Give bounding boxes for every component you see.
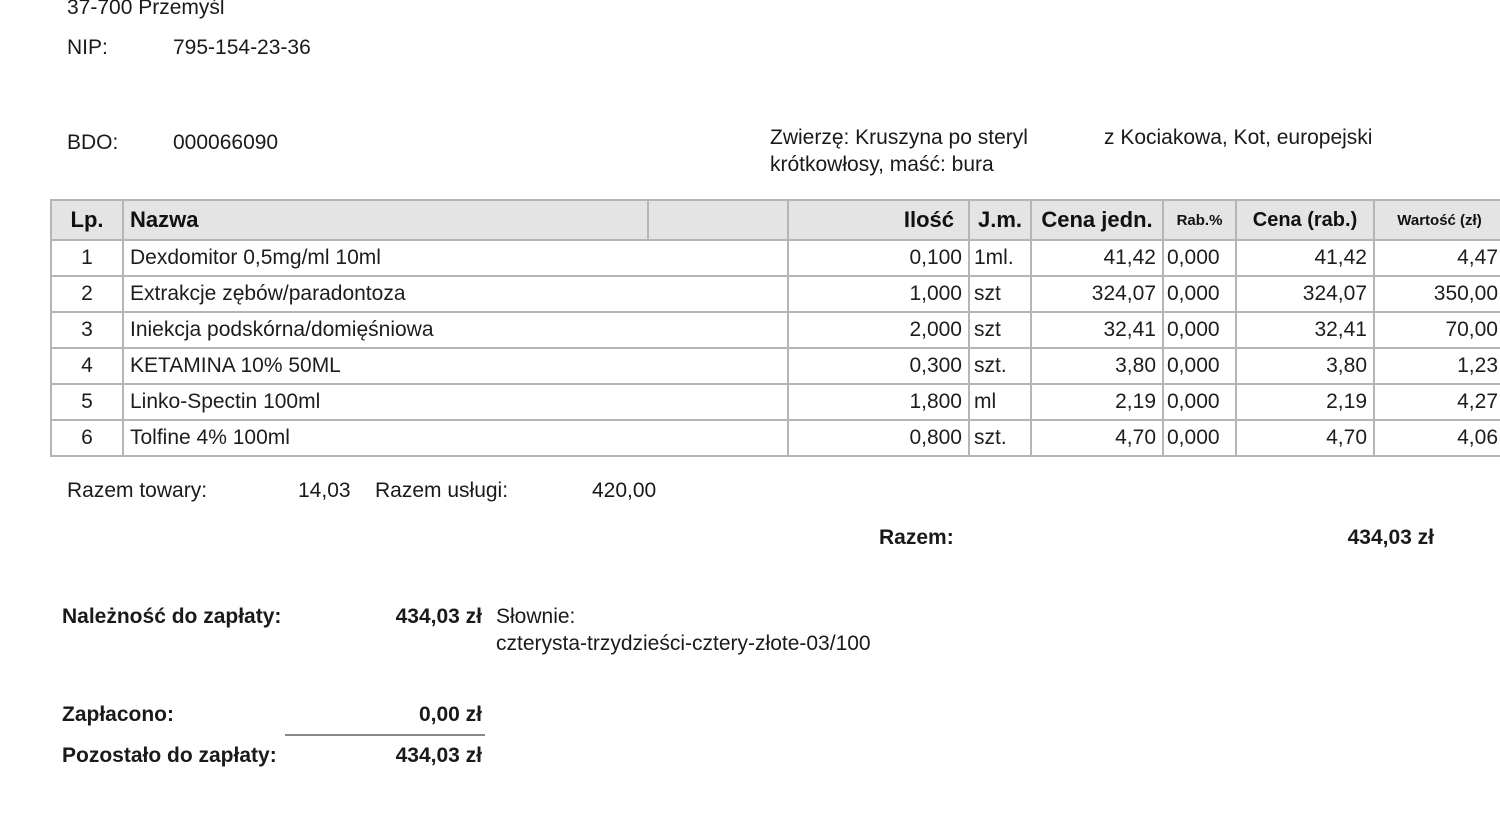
col-header-cena: Cena jedn. xyxy=(1031,200,1163,240)
cell-rab: 0,000 xyxy=(1163,240,1236,276)
cell-cena: 32,41 xyxy=(1031,312,1163,348)
table-header-row xyxy=(51,200,1500,240)
zaplacono-label: Zapłacono: xyxy=(62,703,175,726)
cell-cena-rab: 324,07 xyxy=(1236,276,1374,312)
cell-cena-rab: 32,41 xyxy=(1236,312,1374,348)
pozostalo-label: Pozostało do zapłaty: xyxy=(62,744,277,767)
cell-rab: 0,000 xyxy=(1163,312,1236,348)
razem-value: 434,03 zł xyxy=(1347,526,1434,549)
cell-wartosc: 1,23 xyxy=(1374,348,1500,384)
col-header-jm: J.m. xyxy=(969,200,1031,240)
cell-cena-rab: 4,70 xyxy=(1236,420,1374,456)
col-header-cena-rab: Cena (rab.) xyxy=(1236,200,1374,240)
slownie-value: czterysta-trzydzieści-cztery-złote-03/100 xyxy=(496,632,871,655)
cell-ilosc: 2,000 xyxy=(788,312,969,348)
animal-info-line2: krótkowłosy, maść: bura xyxy=(770,153,994,176)
cell-lp: 3 xyxy=(51,312,123,348)
cell-ilosc: 0,300 xyxy=(788,348,969,384)
table-row xyxy=(51,420,1500,456)
col-header-rab: Rab.% xyxy=(1163,200,1236,240)
bdo-label: BDO: xyxy=(67,131,119,154)
zaplacono-value: 0,00 zł xyxy=(418,703,482,726)
cell-cena: 4,70 xyxy=(1031,420,1163,456)
cell-lp: 5 xyxy=(51,384,123,420)
col-header-lp: Lp. xyxy=(51,200,123,240)
cell-nazwa: Linko-Spectin 100ml xyxy=(123,384,788,420)
cell-rab: 0,000 xyxy=(1163,348,1236,384)
cell-nazwa: Dexdomitor 0,5mg/ml 10ml xyxy=(123,240,788,276)
col-header-blank xyxy=(648,200,788,240)
cell-lp: 6 xyxy=(51,420,123,456)
cell-wartosc: 4,27 xyxy=(1374,384,1500,420)
bdo-value: 000066090 xyxy=(173,131,279,154)
animal-info-line1b: z Kociakowa, Kot, europejski xyxy=(1104,126,1373,149)
razem-towary-label: Razem towary: xyxy=(67,479,208,502)
cell-cena-rab: 41,42 xyxy=(1236,240,1374,276)
cell-rab: 0,000 xyxy=(1163,276,1236,312)
cell-jm: 1ml. xyxy=(969,240,1031,276)
cell-nazwa: KETAMINA 10% 50ML xyxy=(123,348,788,384)
table-row xyxy=(51,348,1500,384)
cell-cena-rab: 2,19 xyxy=(1236,384,1374,420)
cell-jm: ml xyxy=(969,384,1031,420)
cell-cena: 324,07 xyxy=(1031,276,1163,312)
table-row xyxy=(51,384,1500,420)
cell-rab: 0,000 xyxy=(1163,384,1236,420)
cell-cena: 3,80 xyxy=(1031,348,1163,384)
nip-value: 795-154-23-36 xyxy=(173,36,311,59)
paid-underline xyxy=(285,734,485,736)
razem-label: Razem: xyxy=(879,526,954,549)
table-row xyxy=(51,240,1500,276)
razem-uslugi-label: Razem usługi: xyxy=(375,479,509,502)
nip-label: NIP: xyxy=(67,36,108,59)
cell-ilosc: 0,800 xyxy=(788,420,969,456)
cell-nazwa: Tolfine 4% 100ml xyxy=(123,420,788,456)
naleznosc-label: Należność do zapłaty: xyxy=(62,605,282,628)
table-row xyxy=(51,312,1500,348)
col-header-nazwa: Nazwa xyxy=(123,200,648,240)
pozostalo-value: 434,03 zł xyxy=(395,744,482,767)
cell-ilosc: 0,100 xyxy=(788,240,969,276)
razem-uslugi-value: 420,00 xyxy=(592,479,657,502)
cell-cena: 41,42 xyxy=(1031,240,1163,276)
cell-jm: szt. xyxy=(969,348,1031,384)
cell-jm: szt xyxy=(969,276,1031,312)
cell-lp: 1 xyxy=(51,240,123,276)
cell-wartosc: 4,06 xyxy=(1374,420,1500,456)
cell-lp: 4 xyxy=(51,348,123,384)
razem-towary-value: 14,03 xyxy=(298,479,351,502)
cell-lp: 2 xyxy=(51,276,123,312)
cell-nazwa: Extrakcje zębów/paradontoza xyxy=(123,276,788,312)
cell-rab: 0,000 xyxy=(1163,420,1236,456)
animal-info-line1a: Zwierzę: Kruszyna po steryl xyxy=(770,126,1028,149)
col-header-wartosc: Wartość (zł) xyxy=(1374,200,1500,240)
table-row xyxy=(51,276,1500,312)
cell-ilosc: 1,800 xyxy=(788,384,969,420)
cell-jm: szt. xyxy=(969,420,1031,456)
items-table xyxy=(50,199,1500,457)
cell-wartosc: 350,00 xyxy=(1374,276,1500,312)
cell-cena-rab: 3,80 xyxy=(1236,348,1374,384)
col-header-ilosc: Ilość xyxy=(788,200,969,240)
seller-address: 37-700 Przemyśl xyxy=(67,0,225,19)
slownie-label: Słownie: xyxy=(496,605,576,628)
naleznosc-value: 434,03 zł xyxy=(395,605,482,628)
cell-nazwa: Iniekcja podskórna/domięśniowa xyxy=(123,312,788,348)
cell-wartosc: 70,00 xyxy=(1374,312,1500,348)
cell-ilosc: 1,000 xyxy=(788,276,969,312)
cell-jm: szt xyxy=(969,312,1031,348)
cell-wartosc: 4,47 xyxy=(1374,240,1500,276)
cell-cena: 2,19 xyxy=(1031,384,1163,420)
